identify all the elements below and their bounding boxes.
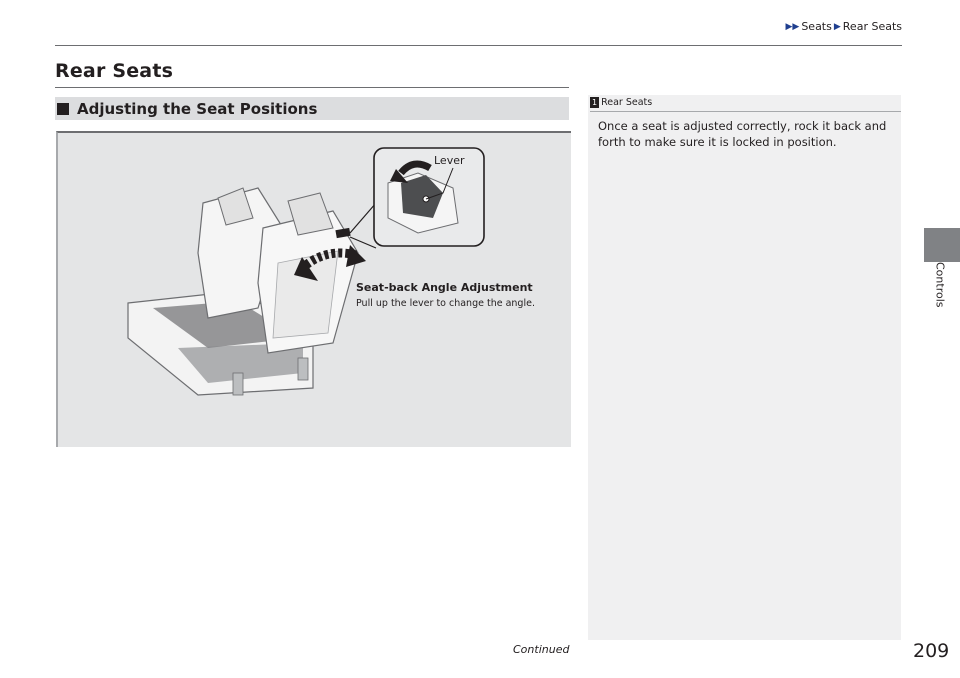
note-ref-number: 1 bbox=[592, 98, 598, 107]
breadcrumb-item-rear-seats[interactable]: Rear Seats bbox=[842, 20, 902, 33]
section-title: Adjusting the Seat Positions bbox=[77, 99, 318, 118]
note-divider bbox=[590, 111, 901, 112]
breadcrumb-item-seats[interactable]: Seats bbox=[801, 20, 832, 33]
adjustment-title: Seat-back Angle Adjustment bbox=[356, 281, 533, 294]
square-bullet-icon bbox=[57, 103, 69, 115]
note-heading-text: Rear Seats bbox=[601, 97, 653, 108]
breadcrumb bbox=[785, 20, 902, 33]
continued-label: Continued bbox=[513, 643, 570, 656]
lever-label: Lever bbox=[434, 154, 465, 167]
triangle-right-icon: ▶▶ bbox=[785, 21, 800, 32]
page-number: 209 bbox=[913, 640, 950, 662]
note-text: Once a seat is adjusted correctly, rock it back and forth to make sure it is locked in position. bbox=[598, 119, 887, 149]
chapter-tab[interactable] bbox=[924, 228, 960, 262]
adjustment-description: Pull up the lever to change the angle. bbox=[356, 298, 535, 309]
section-heading bbox=[55, 97, 569, 120]
title-divider bbox=[55, 87, 569, 88]
triangle-right-icon: ▶ bbox=[833, 21, 841, 32]
chapter-tab-label: Controls bbox=[933, 262, 947, 308]
note-panel bbox=[588, 95, 901, 640]
note-heading bbox=[590, 97, 652, 108]
header-divider bbox=[55, 45, 902, 46]
page-title: Rear Seats bbox=[55, 60, 174, 82]
